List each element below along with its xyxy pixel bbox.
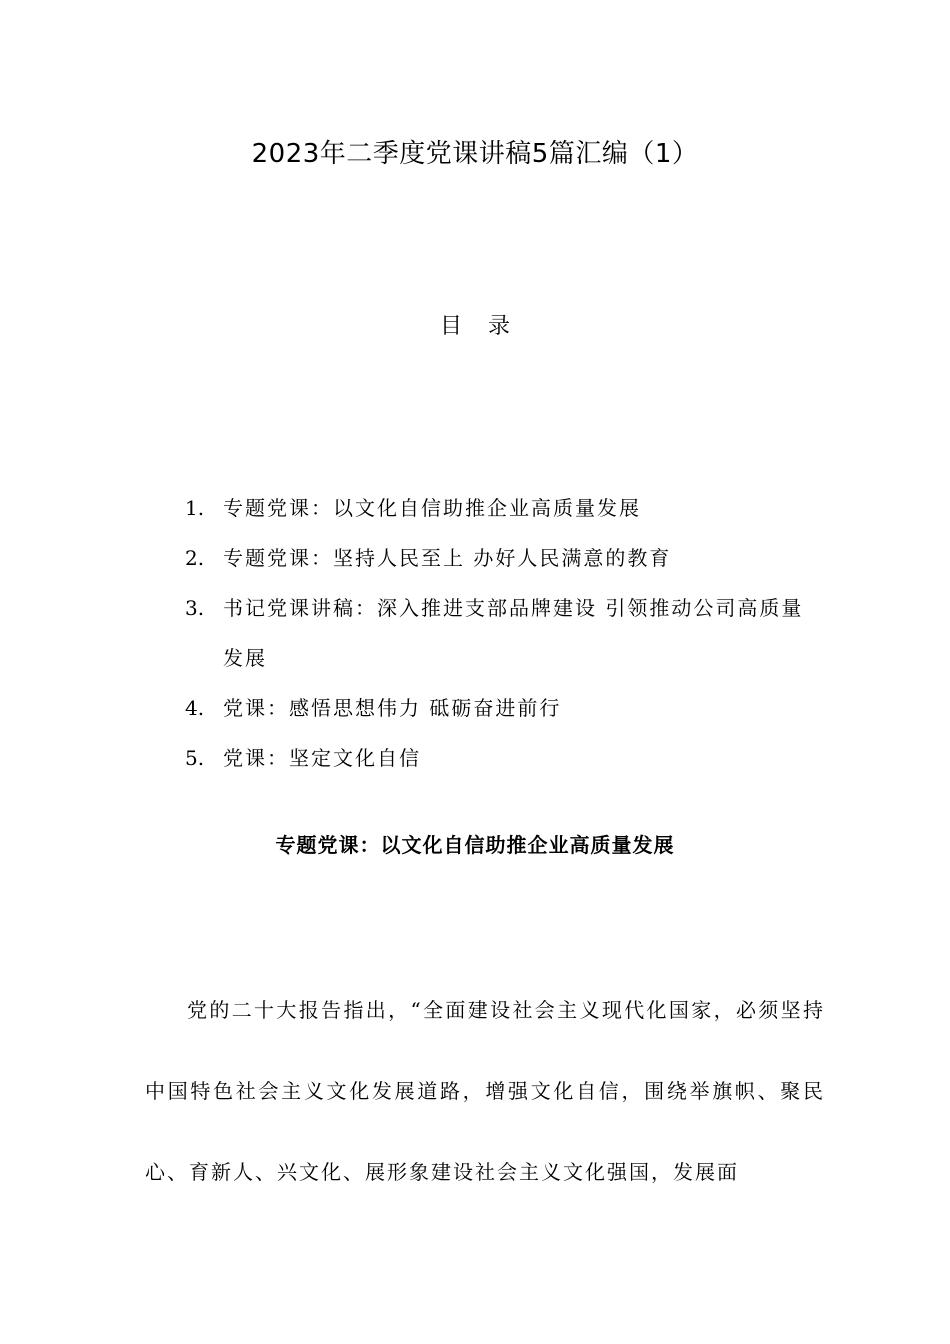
table-of-contents — [185, 483, 825, 783]
section-title: 专题党课：以文化自信助推企业高质量发展 — [275, 833, 675, 857]
toc-item-text: 党课：感悟思想伟力 砥砺奋进前行 — [223, 696, 562, 720]
toc-item-text: 书记党课讲稿：深入推进支部品牌建设 引领推动公司高质量发展 — [223, 596, 804, 670]
toc-item — [185, 583, 825, 683]
toc-item-text: 专题党课：以文化自信助推企业高质量发展 — [223, 496, 641, 520]
toc-item-number: 4. — [185, 696, 205, 720]
toc-item-number: 2. — [185, 546, 205, 570]
toc-item-number: 1. — [185, 496, 205, 520]
toc-heading: 目录 — [439, 314, 536, 339]
toc-item — [185, 733, 825, 783]
toc-item-number: 5. — [185, 746, 205, 770]
toc-item-number: 3. — [185, 596, 205, 620]
toc-item — [185, 533, 825, 583]
toc-item-text: 专题党课：坚持人民至上 办好人民满意的教育 — [223, 546, 672, 570]
toc-item — [185, 683, 825, 733]
document-title: 2023年二季度党课讲稿5篇汇编（1） — [251, 139, 699, 169]
toc-item — [185, 483, 825, 533]
body-paragraph: 党的二十大报告指出，“全面建设社会主义现代化国家，必须坚持中国特色社会主义文化发展道路，增强文化自信，围绕举旗帜、聚民心、育新人、兴文化、展形象建设社会主义文化强国，发展面 — [145, 998, 825, 1184]
toc-item-text: 党课：坚定文化自信 — [223, 746, 421, 770]
